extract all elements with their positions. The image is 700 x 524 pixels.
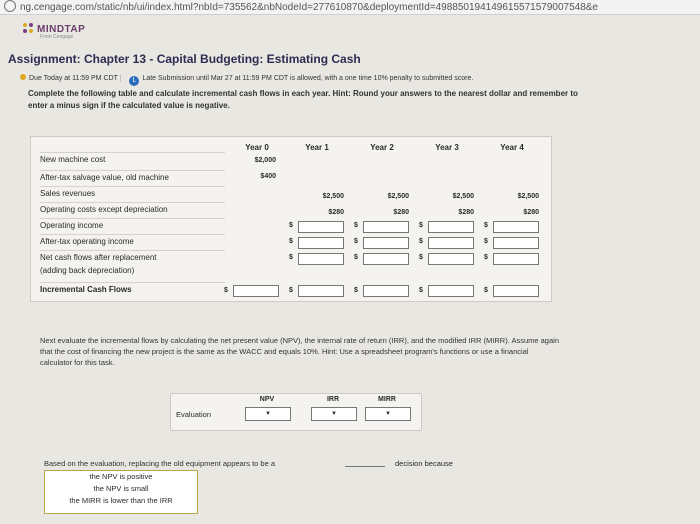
chevron-down-icon: ▼: [331, 411, 337, 417]
row-incremental-cash-flows: Incremental Cash Flows: [40, 282, 225, 297]
instructions: Complete the following table and calculate incremental cash flows in each year. Hint: Round your answers to the nearest dollar and remember to enter a minus sign if the calculated value is negative.: [28, 89, 578, 110]
dollar-sign: $: [419, 254, 423, 261]
input-after-tax-income-y1[interactable]: [298, 237, 344, 249]
header-year-0: Year 0: [245, 143, 269, 152]
dollar-sign: $: [289, 222, 293, 229]
input-net-cash-flow-y4[interactable]: [493, 253, 539, 265]
row-after-tax-operating-income: After-tax operating income: [40, 234, 225, 249]
value-opcost-y3: $280: [458, 209, 474, 216]
reason-option[interactable]: the MIRR is lower than the IRR: [69, 496, 173, 505]
dollar-sign: $: [484, 254, 488, 261]
dollar-sign: $: [354, 287, 358, 294]
row-operating-income: Operating income: [40, 218, 225, 233]
decision-prompt: Based on the evaluation, replacing the old equipment appears to be a: [44, 459, 275, 468]
row-operating-costs: Operating costs except depreciation: [40, 202, 225, 217]
irr-dropdown[interactable]: [311, 407, 357, 421]
due-text: Due Today at 11:59 PM CDT: [29, 75, 118, 82]
dollar-sign: $: [289, 238, 293, 245]
reason-option[interactable]: the NPV is small: [93, 484, 149, 493]
input-operating-income-y1[interactable]: [298, 221, 344, 233]
late-badge-icon: L: [129, 76, 139, 86]
input-net-cash-flow-y2[interactable]: [363, 253, 409, 265]
input-operating-income-y3[interactable]: [428, 221, 474, 233]
header-year-1: Year 1: [305, 143, 329, 152]
input-after-tax-income-y2[interactable]: [363, 237, 409, 249]
dollar-sign: $: [484, 222, 488, 229]
input-operating-income-y4[interactable]: [493, 221, 539, 233]
input-incremental-y1[interactable]: [298, 285, 344, 297]
value-after-tax-salvage-y0: $400: [260, 173, 276, 180]
input-after-tax-income-y3[interactable]: [428, 237, 474, 249]
address-bar[interactable]: [0, 0, 700, 15]
url-text: ng.cengage.com/static/nb/ui/index.html?nbId=735562&nbNodeId=277610870&deploymentId=498850194149615571579007548&e: [20, 2, 598, 13]
dollar-sign: $: [289, 287, 293, 294]
dollar-sign: $: [419, 238, 423, 245]
input-net-cash-flow-y3[interactable]: [428, 253, 474, 265]
reason-option[interactable]: the NPV is positive: [89, 472, 153, 481]
dollar-sign: $: [354, 254, 358, 261]
due-dot-icon: [20, 74, 26, 80]
row-sales-revenues: Sales revenues: [40, 186, 225, 201]
dollar-sign: $: [289, 254, 293, 261]
reload-icon[interactable]: [4, 0, 16, 12]
reason-dropdown-list[interactable]: [44, 470, 198, 514]
input-operating-income-y2[interactable]: [363, 221, 409, 233]
value-new-machine-cost-y0: $2,000: [254, 157, 276, 164]
evaluation-row-label: Evaluation: [176, 410, 212, 419]
dollar-sign: $: [419, 287, 423, 294]
value-sales-y2: $2,500: [387, 193, 409, 200]
late-policy: Late Submission until Mar 27 at 11:59 PM CDT is allowed, with a one time 10% penalty to submitted score.: [142, 75, 474, 82]
decision-suffix: decision because: [395, 459, 453, 468]
brand-sub: From Cengage: [40, 34, 74, 40]
evaluation-prompt: Next evaluate the incremental flows by calculating the net present value (NPV), the internal rate of return (IRR), and the modified IRR (MIRR). Assume again that the cost of financing the new project is the same as the WACC and equals 10%. Hint: Use a spreadsheet program's functions or use a financial calculator for this task.: [40, 336, 559, 367]
chevron-down-icon: ▼: [385, 411, 391, 417]
mindtap-dots-icon: [22, 22, 34, 34]
dollar-sign: $: [419, 222, 423, 229]
row-net-cash-flows-note: (adding back depreciation): [40, 266, 135, 275]
value-sales-y1: $2,500: [322, 193, 344, 200]
npv-dropdown[interactable]: [245, 407, 291, 421]
row-new-machine-cost: New machine cost: [40, 152, 225, 167]
input-incremental-y4[interactable]: [493, 285, 539, 297]
value-sales-y3: $2,500: [452, 193, 474, 200]
input-incremental-y0[interactable]: [233, 285, 279, 297]
value-opcost-y2: $280: [393, 209, 409, 216]
row-after-tax-salvage: After-tax salvage value, old machine: [40, 170, 225, 185]
header-npv: NPV: [259, 396, 275, 403]
input-net-cash-flow-y1[interactable]: [298, 253, 344, 265]
header-year-4: Year 4: [500, 143, 524, 152]
header-mirr: MIRR: [378, 396, 396, 403]
mirr-dropdown[interactable]: [365, 407, 411, 421]
dollar-sign: $: [484, 238, 488, 245]
header-year-2: Year 2: [370, 143, 394, 152]
input-incremental-y2[interactable]: [363, 285, 409, 297]
value-opcost-y4: $280: [523, 209, 539, 216]
decision-blank[interactable]: [345, 466, 385, 467]
input-incremental-y3[interactable]: [428, 285, 474, 297]
dollar-sign: $: [224, 287, 228, 294]
brand-name: MINDTAP: [37, 24, 86, 35]
row-net-cash-flows: Net cash flows after replacement: [40, 250, 225, 265]
input-after-tax-income-y4[interactable]: [493, 237, 539, 249]
due-line: Due Today at 11:59 PM CDT | L Late Submission until Mar 27 at 11:59 PM CDT is allowed, with a one time 10% penalty to submitted score.: [20, 74, 473, 86]
chevron-down-icon: ▼: [265, 411, 271, 417]
header-irr: IRR: [326, 396, 340, 403]
dollar-sign: $: [354, 238, 358, 245]
dollar-sign: $: [354, 222, 358, 229]
dollar-sign: $: [484, 287, 488, 294]
value-sales-y4: $2,500: [517, 193, 539, 200]
value-opcost-y1: $280: [328, 209, 344, 216]
page-title: Assignment: Chapter 13 - Capital Budgeting: Estimating Cash: [8, 52, 361, 66]
header-year-3: Year 3: [435, 143, 459, 152]
